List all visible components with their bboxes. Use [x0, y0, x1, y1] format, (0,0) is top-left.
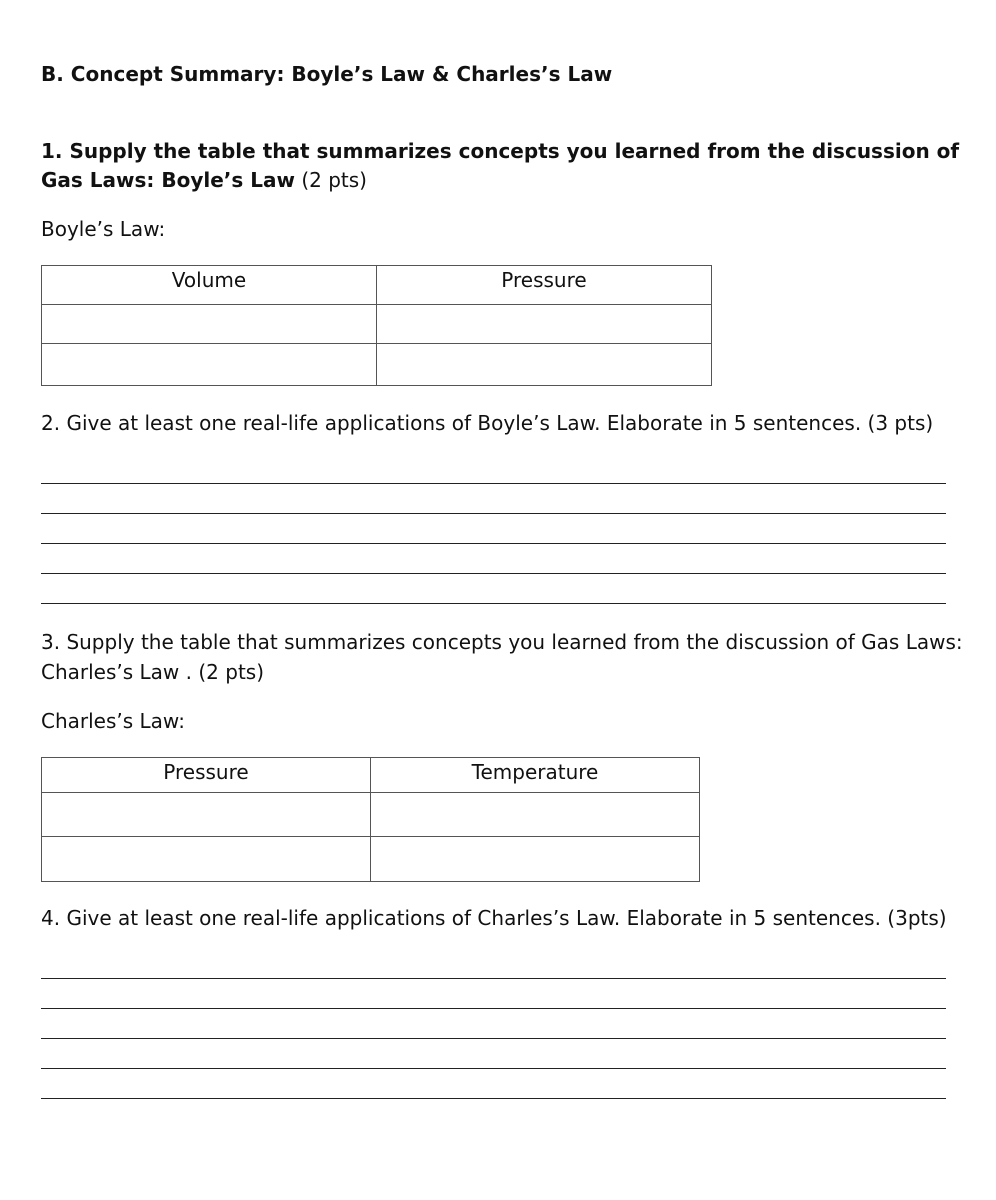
- question-1-line-2: [41, 165, 367, 195]
- section-title: B. Concept Summary: Boyle’s Law & Charles’s Law: [41, 62, 613, 86]
- charles-law-table-label: Charles’s Law:: [41, 709, 185, 733]
- charles-law-table: [41, 757, 700, 882]
- answer-line[interactable]: [41, 1068, 946, 1069]
- table-cell[interactable]: [42, 305, 377, 344]
- question-4-text: 4. Give at least one real-life applications of Charles’s Law. Elaborate in 5 sentences. (3pts): [41, 906, 947, 930]
- table-cell[interactable]: [377, 305, 712, 344]
- table-cell[interactable]: [371, 837, 700, 882]
- answer-line[interactable]: [41, 573, 946, 574]
- table-row: [42, 344, 712, 386]
- header-pressure: Pressure: [42, 758, 371, 793]
- table-header-row: [42, 266, 712, 305]
- answer-line[interactable]: [41, 483, 946, 484]
- boyles-law-table: [41, 265, 712, 386]
- question-3-line-1: 3. Supply the table that summarizes concepts you learned from the discussion of Gas Laws:: [41, 630, 963, 654]
- table-cell[interactable]: [371, 793, 700, 837]
- table-header-row: [42, 758, 700, 793]
- question-1-line-1: 1. Supply the table that summarizes concepts you learned from the discussion of: [41, 139, 960, 163]
- answer-line[interactable]: [41, 513, 946, 514]
- table-cell[interactable]: [377, 344, 712, 386]
- answer-line[interactable]: [41, 603, 946, 604]
- question-1-topic: Gas Laws: Boyle’s Law: [41, 168, 295, 192]
- answer-line[interactable]: [41, 1008, 946, 1009]
- answer-line[interactable]: [41, 978, 946, 979]
- table-cell[interactable]: [42, 837, 371, 882]
- question-1-points: (2 pts): [294, 168, 367, 192]
- header-volume: Volume: [42, 266, 377, 305]
- header-temperature: Temperature: [371, 758, 700, 793]
- answer-line[interactable]: [41, 1098, 946, 1099]
- header-pressure: Pressure: [377, 266, 712, 305]
- question-3-line-2: Charles’s Law . (2 pts): [41, 660, 265, 684]
- answer-line[interactable]: [41, 543, 946, 544]
- table-row: [42, 793, 700, 837]
- answer-line[interactable]: [41, 1038, 946, 1039]
- table-row: [42, 837, 700, 882]
- table-cell[interactable]: [42, 344, 377, 386]
- table-row: [42, 305, 712, 344]
- table-cell[interactable]: [42, 793, 371, 837]
- boyles-law-table-label: Boyle’s Law:: [41, 217, 166, 241]
- question-2-text: 2. Give at least one real-life applications of Boyle’s Law. Elaborate in 5 sentences. (3 pts): [41, 411, 934, 435]
